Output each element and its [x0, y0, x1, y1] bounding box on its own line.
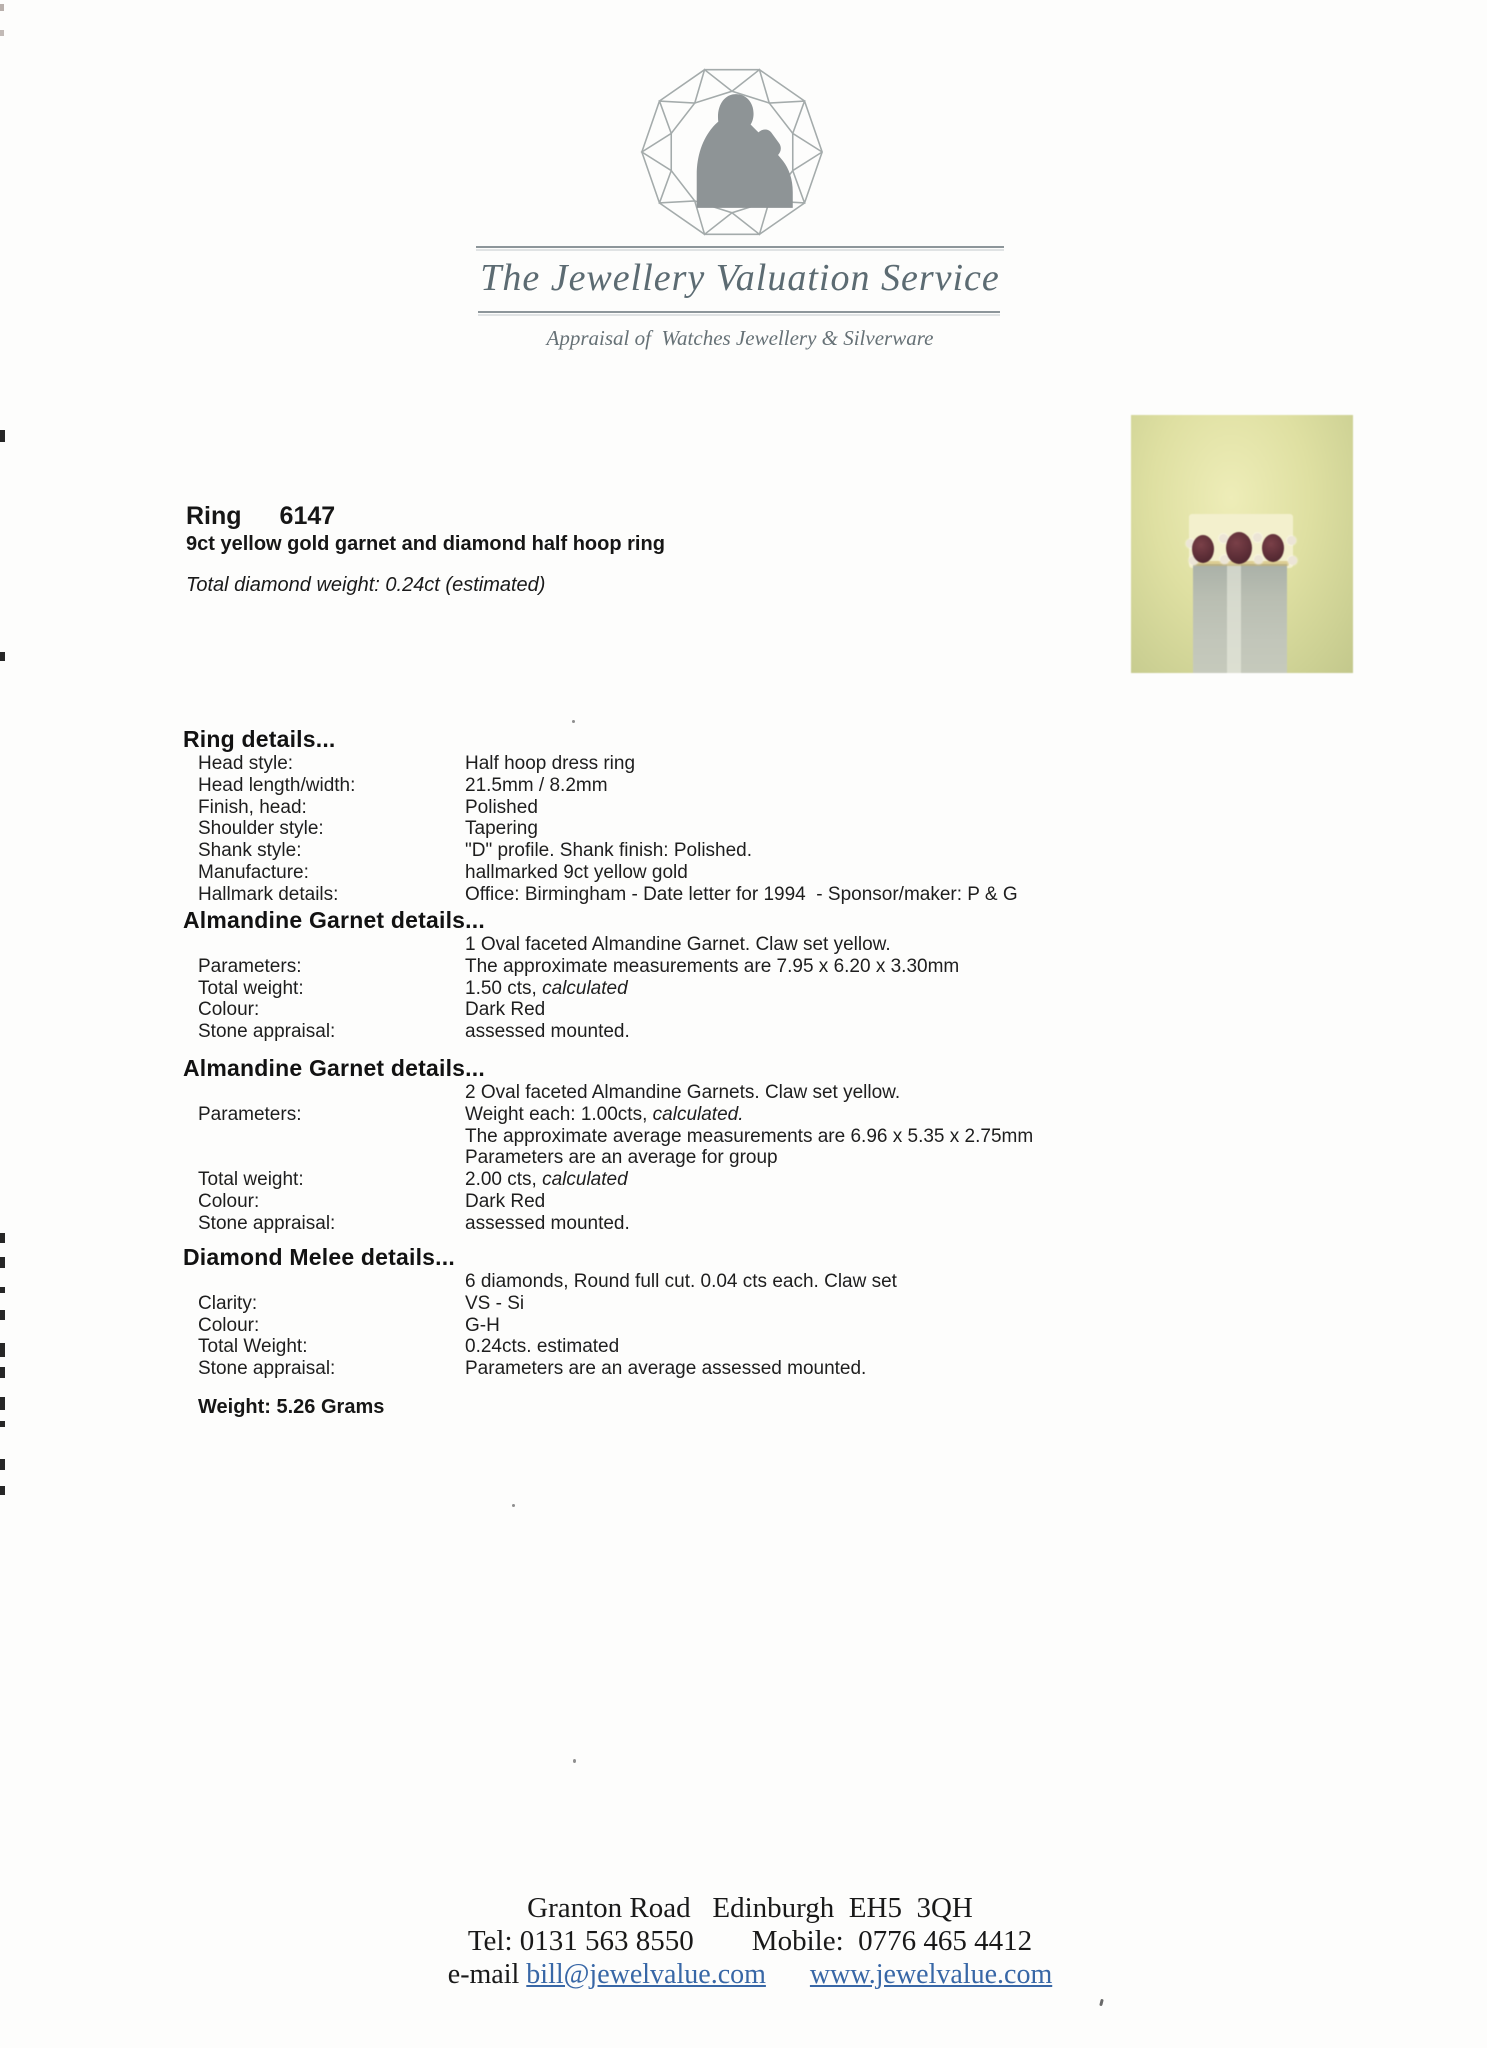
detail-value: 21.5mm / 8.2mm [465, 774, 608, 796]
detail-value: G-H [465, 1314, 500, 1336]
detail-row [198, 818, 1363, 840]
section-heading: Almandine Garnet details... [183, 907, 485, 933]
detail-value: VS - Si [465, 1292, 525, 1314]
detail-label: Colour: [198, 1190, 260, 1212]
detail-row [198, 1293, 1363, 1315]
detail-value: assessed mounted. [465, 1021, 630, 1043]
detail-value: hallmarked 9ct yellow gold [465, 861, 688, 883]
diamond-stone [1254, 555, 1263, 564]
scan-artifact [0, 4, 4, 11]
detail-label: Head length/width: [198, 774, 356, 796]
detail-value: Dark Red [465, 999, 546, 1021]
diamond-stone [1288, 556, 1297, 565]
section-heading: Diamond Melee details... [183, 1244, 455, 1270]
mobile-number: 0776 465 4412 [858, 1925, 1033, 1957]
detail-value: Weight each: 1.00cts, calculated. [465, 1103, 744, 1125]
scan-artifact [0, 1287, 5, 1293]
footer-contact-block [385, 1892, 1115, 1991]
detail-row [198, 1271, 1363, 1293]
detail-value: 1 Oval faceted Almandine Garnet. Claw set yellow. [465, 934, 891, 955]
detail-label: Total Weight: [198, 1336, 308, 1358]
detail-row [198, 1191, 1363, 1213]
detail-value: Dark Red [465, 1190, 546, 1212]
scan-speck [512, 1504, 515, 1507]
scan-artifact [0, 1310, 5, 1320]
item-description: 9ct yellow gold garnet and diamond half hoop ring [186, 533, 665, 555]
scan-artifact [0, 30, 4, 36]
detail-label: Finish, head: [198, 796, 307, 818]
detail-row [198, 797, 1363, 819]
detail-value: 6 diamonds, Round full cut. 0.04 cts each. Claw set [465, 1271, 897, 1292]
detail-label: Shoulder style: [198, 818, 324, 840]
scan-artifact [0, 1367, 5, 1378]
detail-row [198, 1358, 1363, 1380]
detail-row [198, 1213, 1363, 1235]
scan-artifact [0, 1343, 5, 1357]
detail-value-italic: calculated [542, 977, 628, 999]
address-line: Granton Road Edinburgh EH5 3QH [527, 1892, 973, 1924]
section-garnet-2 [183, 1055, 1363, 1235]
detail-value: 2.00 cts, calculated [465, 1169, 628, 1191]
detail-label: Colour: [198, 1314, 260, 1336]
detail-value: Office: Birmingham - Date letter for 1994 - Sponsor/maker: P & G [465, 883, 1018, 905]
section-garnet-1 [183, 907, 1363, 1043]
gem-cutter-logo-icon [634, 58, 830, 246]
detail-label: Total weight: [198, 977, 304, 999]
detail-value: Half hoop dress ring [465, 753, 636, 774]
detail-label: Manufacture: [198, 861, 309, 883]
detail-value-italic: calculated. [652, 1103, 744, 1125]
detail-label: Stone appraisal: [198, 1021, 336, 1043]
detail-value: The approximate average measurements are 6.96 x 5.35 x 2.75mm [465, 1125, 1034, 1147]
garnet-stone [1226, 532, 1252, 564]
brand-subtitle: Appraisal of Watches Jewellery & Silverware [546, 326, 934, 350]
detail-row [198, 753, 1363, 775]
scan-artifact [0, 1486, 5, 1495]
detail-value: 0.24cts. estimated [465, 1336, 620, 1358]
phone-line [385, 1925, 1115, 1958]
detail-value: assessed mounted. [465, 1212, 630, 1234]
item-number: 6147 [279, 502, 336, 530]
scan-speck [1099, 1999, 1104, 2007]
detail-row [198, 1104, 1363, 1126]
mobile-label: Mobile: [751, 1925, 859, 1957]
total-diamond-weight: Total diamond weight: 0.24ct (estimated) [186, 574, 546, 596]
section-heading: Almandine Garnet details... [183, 1055, 485, 1081]
detail-value: 2 Oval faceted Almandine Garnets. Claw set yellow. [465, 1082, 901, 1103]
detail-label: Colour: [198, 999, 260, 1021]
header-rule-top [476, 246, 1004, 248]
detail-value: "D" profile. Shank finish: Polished. [465, 840, 753, 862]
scan-artifact [0, 1233, 5, 1243]
section-ring-details [183, 726, 1363, 906]
email-line [385, 1958, 1115, 1991]
detail-row [198, 775, 1363, 797]
website-link[interactable]: www.jewelvalue.com [809, 1959, 1053, 1990]
detail-row [198, 1147, 1363, 1169]
section-heading: Ring details... [183, 726, 336, 752]
scan-artifact [0, 1459, 5, 1470]
garnet-stone [1262, 534, 1284, 562]
scan-speck [572, 720, 575, 723]
detail-value: 1.50 cts, calculated [465, 977, 628, 999]
section-diamond-melee [183, 1244, 1363, 1380]
scan-artifact [0, 652, 5, 661]
appraiser-silhouette [697, 94, 793, 208]
detail-row [198, 1021, 1363, 1043]
detail-row [198, 934, 1363, 956]
detail-value: Parameters are an average for group [465, 1147, 778, 1169]
garnet-stone [1192, 535, 1214, 563]
detail-row [198, 1315, 1363, 1337]
detail-row [198, 862, 1363, 884]
detail-row [198, 978, 1363, 1000]
email-link[interactable]: bill@jewelvalue.com [526, 1959, 766, 1990]
item-title [186, 501, 665, 532]
detail-row [198, 1336, 1363, 1358]
detail-value: Parameters are an average assessed mounted. [465, 1358, 867, 1380]
detail-row [198, 999, 1363, 1021]
detail-label: Shank style: [198, 840, 302, 862]
total-weight: Weight: 5.26 Grams [198, 1396, 385, 1418]
detail-label: Stone appraisal: [198, 1212, 336, 1234]
detail-row [198, 884, 1363, 906]
header-rule-bottom [478, 311, 1000, 313]
email-label: e-mail [447, 1959, 527, 1990]
detail-value: The approximate measurements are 7.95 x 6.20 x 3.30mm [465, 955, 960, 977]
detail-label: Parameters: [198, 1103, 302, 1125]
detail-label: Parameters: [198, 955, 302, 977]
detail-row [198, 1169, 1363, 1191]
detail-label: Clarity: [198, 1292, 258, 1314]
scan-artifact [0, 1257, 5, 1268]
tel-number: 0131 563 8550 [519, 1925, 694, 1957]
item-type: Ring [186, 502, 242, 530]
tel-label: Tel: [467, 1925, 520, 1957]
detail-label: Stone appraisal: [198, 1358, 336, 1380]
item-header [186, 501, 665, 597]
scan-artifact [0, 1397, 5, 1410]
ring-photo [1131, 415, 1353, 673]
scan-speck [573, 1759, 576, 1763]
detail-row [198, 1126, 1363, 1148]
stand-highlight [1227, 564, 1241, 673]
scan-artifact [0, 1421, 5, 1427]
detail-row [198, 1082, 1363, 1104]
detail-label: Total weight: [198, 1169, 304, 1191]
brand-title: The Jewellery Valuation Service [480, 257, 1000, 299]
detail-label: Head style: [198, 753, 294, 774]
detail-value: Tapering [465, 818, 538, 840]
diamond-stone [1253, 533, 1262, 542]
detail-row [198, 840, 1363, 862]
detail-label: Hallmark details: [198, 883, 339, 905]
detail-value: Polished [465, 796, 538, 818]
scan-artifact [0, 430, 5, 442]
detail-value-italic: calculated [542, 1169, 628, 1191]
detail-row [198, 956, 1363, 978]
diamond-stone [1287, 536, 1296, 545]
